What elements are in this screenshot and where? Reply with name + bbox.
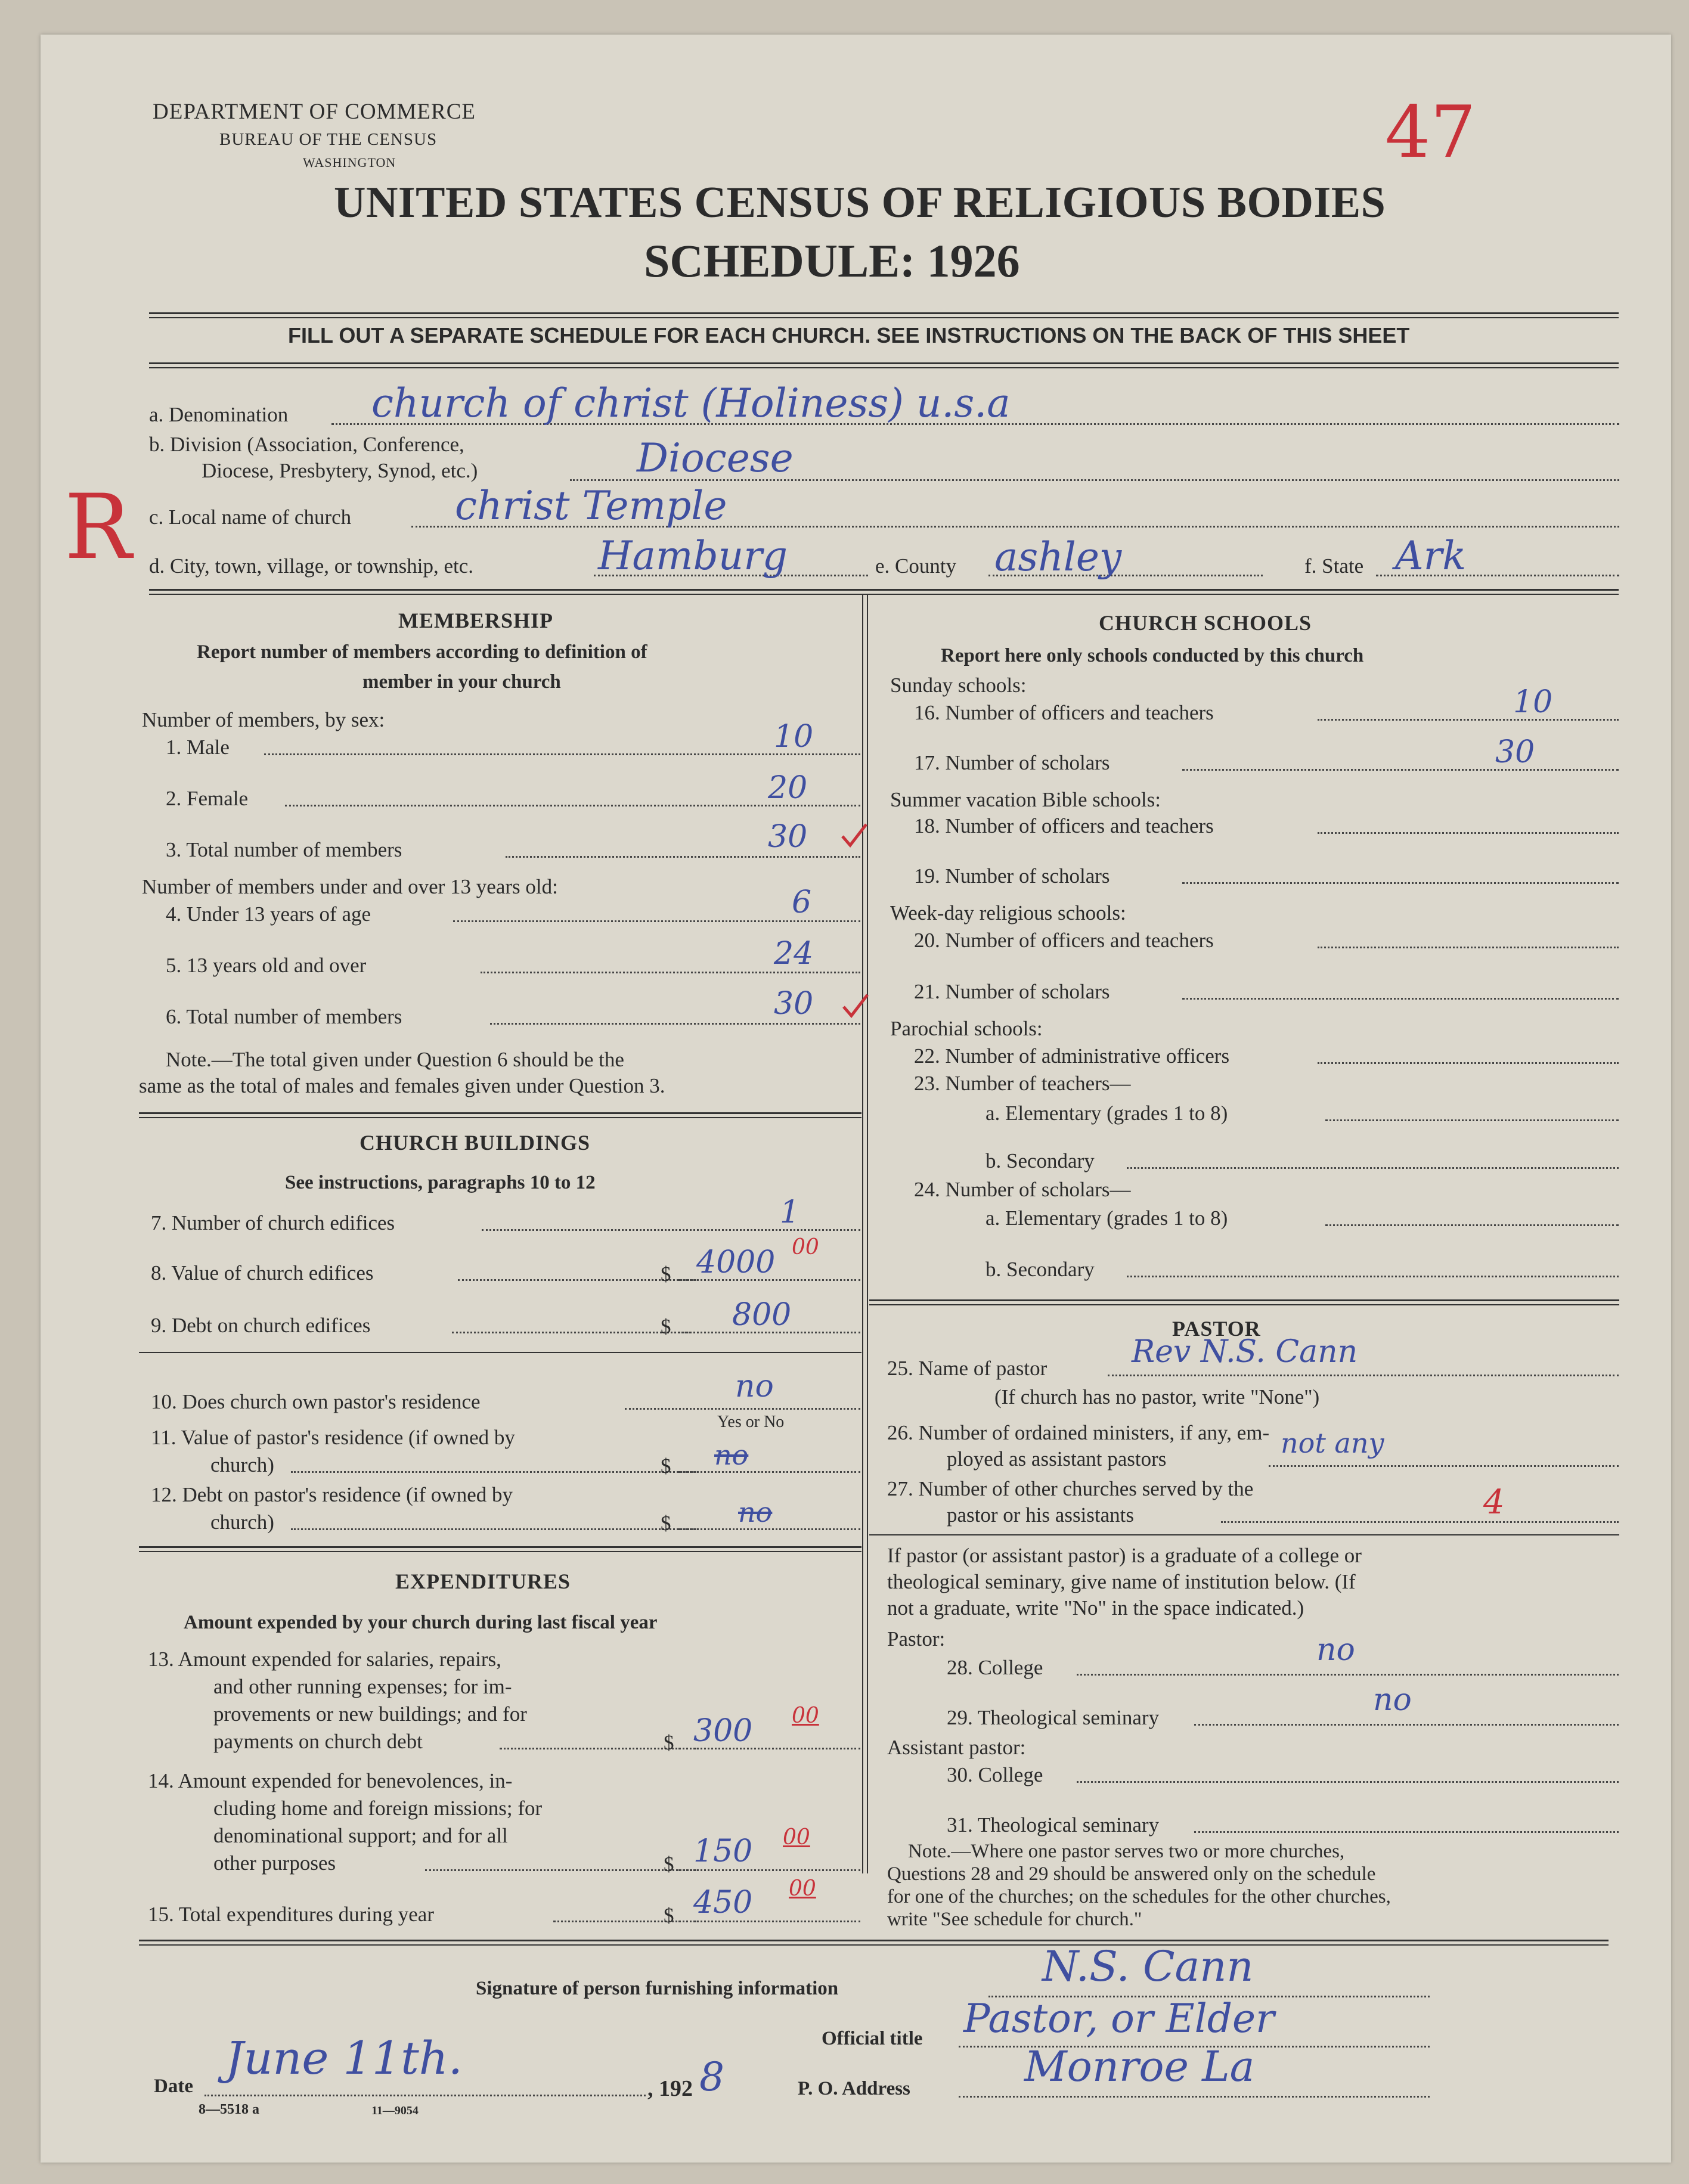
q14-dollar: $ [664, 1853, 674, 1876]
schedule-year: SCHEDULE: 1926 [644, 235, 1020, 287]
q10-value[interactable]: no [735, 1369, 774, 1404]
q8-label: 8. Value of church edifices [151, 1261, 374, 1285]
q2-value[interactable]: 20 [768, 770, 808, 806]
q8-cents: 00 [792, 1235, 819, 1259]
q15-label: 15. Total expenditures during year [148, 1903, 434, 1926]
q27-value[interactable]: 4 [1483, 1483, 1505, 1522]
state-value[interactable]: Ark [1395, 533, 1467, 579]
q27-label-2: pastor or his assistants [947, 1503, 1135, 1527]
signature-label: Signature of person furnishing information [476, 1978, 839, 1999]
q6-value[interactable]: 30 [774, 986, 814, 1022]
q12-dollar: $ [661, 1512, 671, 1535]
q12-value[interactable]: no [738, 1496, 773, 1528]
q10-label: 10. Does church own pastor's residence [151, 1390, 481, 1413]
q11-value[interactable]: no [714, 1439, 749, 1471]
q13-label-4: payments on church debt [213, 1730, 423, 1753]
q24-label: 24. Number of scholars— [914, 1178, 1131, 1201]
schools-heading: CHURCH SCHOOLS [1099, 611, 1312, 635]
q11-label-1: 11. Value of pastor's residence (if owned by [151, 1426, 515, 1449]
city-name: WASHINGTON [303, 155, 396, 170]
summer-schools-label: Summer vacation Bible schools: [890, 788, 1161, 811]
members-by-sex-label: Number of members, by sex: [142, 708, 385, 731]
graduate-note-3: not a graduate, write "No" in the space indicated.) [887, 1596, 1304, 1620]
q29-value[interactable]: no [1373, 1682, 1412, 1718]
q14-value[interactable]: 150 [693, 1834, 753, 1869]
pastor-note-2: Questions 28 and 29 should be answered only on the schedule [887, 1863, 1376, 1885]
q8-value[interactable]: 4000 [696, 1245, 776, 1280]
q7-value[interactable]: 1 [780, 1195, 800, 1230]
parochial-schools-label: Parochial schools: [890, 1017, 1043, 1040]
q23a-label: a. Elementary (grades 1 to 8) [985, 1102, 1228, 1125]
city-value[interactable]: Hamburg [598, 533, 788, 579]
q9-label: 9. Debt on church edifices [151, 1314, 371, 1337]
q3-label: 3. Total number of members [166, 838, 402, 861]
division-label-1: b. Division (Association, Conference, [149, 433, 464, 456]
q13-dollar: $ [664, 1731, 674, 1754]
q13-value[interactable]: 300 [693, 1713, 753, 1749]
q31-label: 31. Theological seminary [947, 1813, 1160, 1836]
q2-label: 2. Female [166, 787, 249, 810]
q22-label: 22. Number of administrative officers [914, 1044, 1230, 1068]
q1-value[interactable]: 10 [774, 719, 814, 755]
q9-value[interactable]: 800 [732, 1297, 792, 1333]
form-title: UNITED STATES CENSUS OF RELIGIOUS BODIES [334, 178, 1386, 227]
year-prefix: , 192 [647, 2076, 693, 2101]
q20-label: 20. Number of officers and teachers [914, 929, 1214, 952]
city-label: d. City, town, village, or township, etc. [149, 554, 474, 578]
q6-label: 6. Total number of members [166, 1005, 402, 1028]
form-number: 8—5518 a [199, 2102, 259, 2117]
graduate-note-2: theological seminary, give name of institution below. (If [887, 1570, 1356, 1593]
q16-value[interactable]: 10 [1513, 684, 1553, 720]
expenditures-sub: Amount expended by your church during last fiscal year [184, 1612, 658, 1633]
membership-note-2: same as the total of males and females given under Question 3. [139, 1074, 665, 1097]
membership-sub-1: Report number of members according to definition of [197, 641, 647, 663]
census-schedule-sheet [41, 35, 1671, 2163]
q14-label-4: other purposes [213, 1851, 336, 1875]
review-mark: R [64, 476, 132, 579]
q23b-label: b. Secondary [985, 1149, 1095, 1172]
date-label: Date [154, 2076, 193, 2097]
q12-label-1: 12. Debt on pastor's residence (if owned by [151, 1483, 513, 1506]
schools-sub: Report here only schools conducted by this church [941, 645, 1364, 666]
local-name-label: c. Local name of church [149, 505, 352, 529]
q4-label: 4. Under 13 years of age [166, 902, 371, 926]
pastor-subhead: Pastor: [887, 1627, 946, 1651]
print-number: 11—9054 [371, 2104, 419, 2117]
q11-dollar: $ [661, 1454, 671, 1478]
q27-label-1: 27. Number of other churches served by the [887, 1477, 1254, 1500]
q26-value[interactable]: not any [1281, 1427, 1384, 1459]
q28-label: 28. College [947, 1656, 1043, 1679]
pastor-note-4: write "See schedule for church." [887, 1909, 1142, 1930]
q24b-label: b. Secondary [985, 1258, 1095, 1281]
year-digit[interactable]: 8 [699, 2054, 724, 2100]
membership-note-1: Note.—The total given under Question 6 should be the [166, 1048, 624, 1071]
q14-label-1: 14. Amount expended for benevolences, in- [148, 1769, 513, 1792]
signature-value[interactable]: N.S. Cann [1042, 1942, 1254, 1991]
q3-value[interactable]: 30 [768, 819, 808, 855]
department-name: DEPARTMENT OF COMMERCE [153, 100, 476, 124]
q23-label: 23. Number of teachers— [914, 1072, 1131, 1095]
q26-label-1: 26. Number of ordained ministers, if any, em- [887, 1421, 1270, 1444]
q5-value[interactable]: 24 [774, 936, 814, 972]
q13-label-2: and other running expenses; for im- [213, 1675, 512, 1698]
q19-label: 19. Number of scholars [914, 864, 1110, 888]
buildings-heading: CHURCH BUILDINGS [360, 1131, 591, 1155]
q14-label-2: cluding home and foreign missions; for [213, 1797, 543, 1820]
q15-dollar: $ [664, 1904, 674, 1927]
q13-label-1: 13. Amount expended for salaries, repairs, [148, 1648, 501, 1671]
county-label: e. County [875, 554, 957, 578]
check-mark-icon-2 [841, 992, 870, 1022]
q30-label: 30. College [947, 1763, 1043, 1786]
q9-dollar: $ [661, 1315, 671, 1338]
check-mark-icon [839, 821, 869, 851]
sunday-schools-label: Sunday schools: [890, 674, 1027, 697]
q5-label: 5. 13 years old and over [166, 954, 367, 977]
buildings-sub: See instructions, paragraphs 10 to 12 [285, 1172, 596, 1193]
state-label: f. State [1304, 554, 1364, 578]
q26-label-2: ployed as assistant pastors [947, 1447, 1167, 1471]
q15-cents: 00 [789, 1876, 816, 1901]
pastor-note-3: for one of the churches; on the schedules for the other churches, [887, 1886, 1391, 1907]
yes-no-hint: Yes or No [717, 1413, 785, 1431]
pastor-heading: PASTOR [1172, 1317, 1261, 1341]
q17-label: 17. Number of scholars [914, 751, 1110, 774]
official-title-value[interactable]: Pastor, or Elder [963, 1996, 1275, 2042]
q24a-label: a. Elementary (grades 1 to 8) [985, 1206, 1228, 1230]
q11-label-2: church) [210, 1453, 274, 1476]
q14-cents: 00 [783, 1825, 810, 1850]
denomination-value[interactable]: church of christ (Holiness) u.s.a [371, 380, 1011, 426]
page-number-annotation: 47 [1385, 91, 1476, 174]
q8-dollar: $ [661, 1262, 671, 1286]
graduate-note-1: If pastor (or assistant pastor) is a graduate of a college or [887, 1544, 1362, 1567]
q12-label-2: church) [210, 1510, 274, 1534]
official-title-label: Official title [822, 2028, 923, 2049]
division-value[interactable]: Diocese [637, 435, 794, 481]
po-address-value[interactable]: Monroe La [1024, 2042, 1255, 2091]
q17-value[interactable]: 30 [1495, 734, 1535, 770]
q25-value[interactable]: Rev N.S. Cann [1132, 1334, 1358, 1370]
q14-label-3: denominational support; and for all [213, 1824, 508, 1847]
q1-label: 1. Male [166, 736, 230, 759]
q18-label: 18. Number of officers and teachers [914, 814, 1214, 837]
members-by-age-label: Number of members under and over 13 years old: [142, 875, 558, 898]
denomination-label: a. Denomination [149, 403, 289, 426]
bureau-name: BUREAU OF THE CENSUS [219, 130, 438, 149]
instruction-line: FILL OUT A SEPARATE SCHEDULE FOR EACH CHURCH. SEE INSTRUCTIONS ON THE BACK OF THIS SHEET [288, 323, 1410, 348]
membership-heading: MEMBERSHIP [398, 609, 554, 632]
weekday-schools-label: Week-day religious schools: [890, 901, 1126, 925]
date-value[interactable]: June 11th. [225, 2031, 463, 2084]
division-label-2: Diocese, Presbytery, Synod, etc.) [202, 459, 478, 482]
q21-label: 21. Number of scholars [914, 980, 1110, 1003]
q13-cents: 00 [792, 1704, 819, 1728]
q13-label-3: provements or new buildings; and for [213, 1702, 527, 1726]
q7-label: 7. Number of church edifices [151, 1211, 395, 1234]
q25-note: (If church has no pastor, write "None") [994, 1385, 1320, 1409]
q29-label: 29. Theological seminary [947, 1706, 1160, 1729]
assistant-subhead: Assistant pastor: [887, 1736, 1026, 1759]
q16-label: 16. Number of officers and teachers [914, 701, 1214, 724]
q15-value[interactable]: 450 [693, 1885, 753, 1921]
local-name-value[interactable]: christ Temple [455, 483, 727, 529]
county-value[interactable]: ashley [994, 534, 1122, 580]
q28-value[interactable]: no [1316, 1632, 1355, 1668]
pastor-note-1: Note.—Where one pastor serves two or more churches, [908, 1841, 1345, 1862]
q4-value[interactable]: 6 [792, 885, 812, 920]
po-address-label: P. O. Address [798, 2078, 910, 2099]
membership-sub-2: member in your church [362, 671, 561, 693]
expenditures-heading: EXPENDITURES [395, 1569, 571, 1593]
q25-label: 25. Name of pastor [887, 1357, 1048, 1380]
